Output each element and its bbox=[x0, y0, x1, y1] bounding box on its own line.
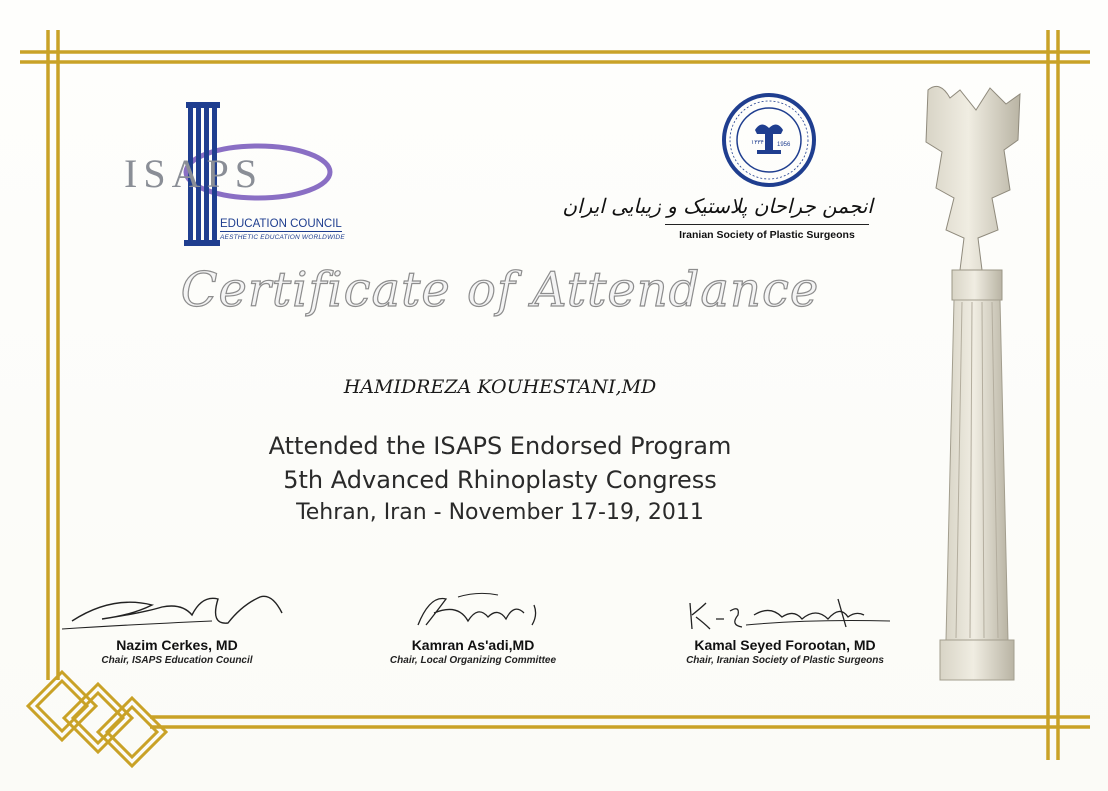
society-seal-year: 1956 bbox=[777, 142, 791, 148]
isaps-wordmark: ISAPS bbox=[124, 151, 263, 196]
svg-text:۱۳۳۴: ۱۳۳۴ bbox=[751, 140, 764, 146]
signatory-3-role: Chair, Iranian Society of Plastic Surgeons bbox=[686, 655, 884, 666]
society-english-name: Iranian Society of Plastic Surgeons bbox=[679, 229, 855, 241]
society-seal-icon bbox=[721, 92, 817, 188]
signatory-3-name: Kamal Seyed Forootan, MD bbox=[694, 637, 876, 653]
location-date-line: Tehran, Iran - November 17-19, 2011 bbox=[296, 500, 704, 525]
society-logo bbox=[562, 92, 885, 252]
isaps-council-label: EDUCATION COUNCIL bbox=[220, 218, 342, 230]
recipient-name: HAMIDREZA KOUHESTANI,MD bbox=[343, 376, 657, 398]
signature-3-image bbox=[650, 585, 920, 645]
society-persian-name: انجمن جراحان پلاستیک و زیبایی ایران bbox=[562, 194, 873, 218]
program-line: Attended the ISAPS Endorsed Program bbox=[268, 432, 732, 460]
signatory-1-role: Chair, ISAPS Education Council bbox=[101, 655, 253, 666]
isaps-logo bbox=[118, 100, 348, 250]
signature-block-2 bbox=[338, 585, 608, 675]
isaps-tagline: AESTHETIC EDUCATION WORLDWIDE bbox=[220, 234, 345, 241]
signatory-2-name: Kamran As'adi,MD bbox=[411, 637, 535, 653]
persian-column-image bbox=[920, 80, 1030, 700]
signature-2-image bbox=[338, 585, 608, 645]
signature-1-image bbox=[42, 585, 312, 645]
divider bbox=[665, 224, 869, 225]
signatory-1-name: Nazim Cerkes, MD bbox=[116, 637, 238, 653]
certificate-title: Certificate of Attendance bbox=[180, 262, 820, 318]
signatory-2-role: Chair, Local Organizing Committee bbox=[389, 655, 557, 666]
signature-block-3 bbox=[650, 585, 920, 675]
congress-line: 5th Advanced Rhinoplasty Congress bbox=[283, 466, 717, 494]
signature-block-1 bbox=[42, 585, 312, 675]
